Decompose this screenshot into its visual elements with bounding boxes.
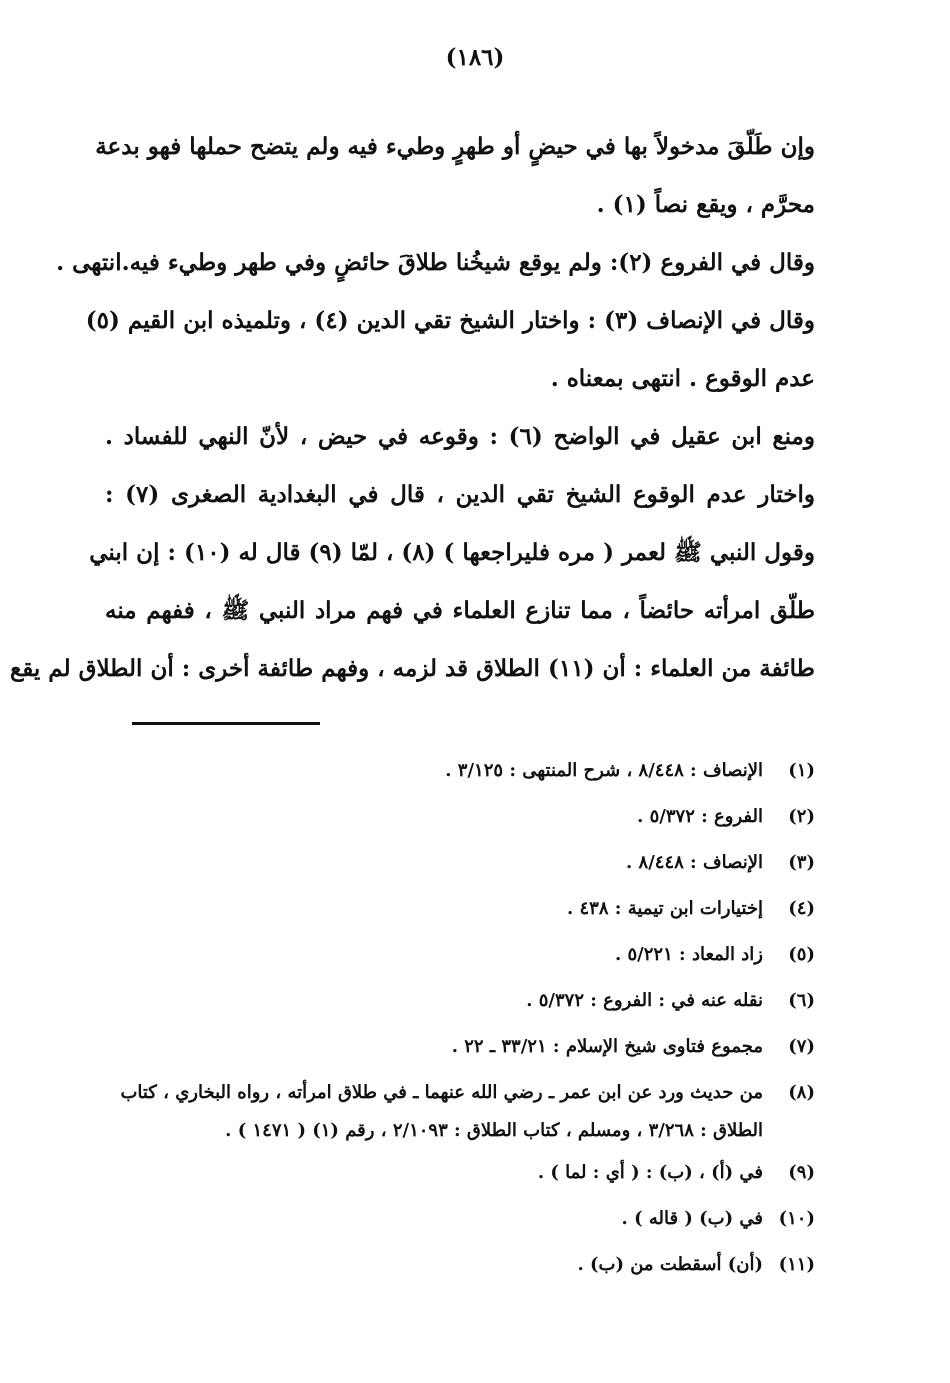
footnote-text: في (أ) ، (ب) : ( أي : لما ) .: [537, 1162, 763, 1183]
footnote-item: [105, 748, 815, 794]
footnote-number: (١١): [778, 1254, 815, 1275]
body-line: طلّق امرأته حائضاً ، مما تنازع العلماء في فهم مراد النبي ﷺ ، ففهم منه: [105, 597, 815, 624]
body-line: عدم الوقوع . انتهى بمعناه .: [550, 365, 815, 392]
footnote-item: [105, 1024, 815, 1070]
body-line: وقال في الفروع (٢): ولم يوقع شيخُنا طلاقَ حائضٍ وفي طهر وطيء فيه.انتهى .: [56, 249, 815, 276]
body-line: محرَّم ، ويقع نصاً (١) .: [596, 191, 815, 218]
footnote-item: [105, 1070, 815, 1150]
footnote-text: (أن) أسقطت من (ب) .: [577, 1254, 763, 1275]
body-line: وقال في الإنصاف (٣) : واختار الشيخ تقي الدين (٤) ، وتلميذه ابن القيم (٥): [85, 307, 815, 334]
footnote-text: مجموع فتاوى شيخ الإسلام : ٣٣/٢١ ـ ٢٢ .: [451, 1036, 763, 1057]
footnote-text: في (ب) ( قاله ) .: [621, 1208, 763, 1229]
body-line: واختار عدم الوقوع الشيخ تقي الدين ، قال في البغدادية الصغرى (٧) :: [105, 481, 815, 508]
footnote-number: (٢): [788, 806, 815, 827]
footnote-item: [105, 978, 815, 1024]
footnote-item: [105, 840, 815, 886]
footnote-number: (٣): [788, 852, 815, 873]
footnote-number: (٧): [788, 1036, 815, 1057]
footnote-text: إختيارات ابن تيمية : ٤٣٨ .: [566, 898, 763, 919]
footnote-text-continued: الطلاق : ٣/٢٦٨ ، ومسلم ، كتاب الطلاق : ٢/١٠٩٣ ، رقم (١) ( ١٤٧١ ) .: [225, 1120, 763, 1141]
footnote-text: الفروع : ٥/٣٧٢ .: [637, 806, 763, 827]
footnote-item: [105, 1196, 815, 1242]
footnote-text: زاد المعاد : ٥/٢٢١ .: [614, 944, 763, 965]
body-line: وقول النبي ﷺ لعمر ( مره فليراجعها ) (٨) ، لمّا (٩) قال له (١٠) : إن ابني: [89, 539, 815, 566]
body-line: وإن طَلّقَ مدخولاً بها في حيضٍ أو طهرٍ وطيء فيه ولم يتضح حملها فهو بدعة: [95, 133, 815, 160]
footnote-item: [105, 932, 815, 978]
footnote-text: من حديث ورد عن ابن عمر ـ رضي الله عنهما ـ في طلاق امرأته ، رواه البخاري ، كتاب: [120, 1082, 763, 1103]
footnote-number: (٨): [788, 1082, 815, 1103]
body-line: ومنع ابن عقيل في الواضح (٦) : وقوعه في حيض ، لأنّ النهي للفساد .: [105, 423, 815, 450]
footnote-text: الإنصاف : ٨/٤٤٨ .: [625, 852, 763, 873]
footnote-number: (١٠): [778, 1208, 815, 1229]
footnote-text-block: [105, 1070, 763, 1150]
footnotes: [105, 748, 815, 1288]
footnote-item: [105, 1242, 815, 1288]
footnote-number: (٦): [788, 990, 815, 1011]
footnote-separator: [132, 722, 320, 725]
footnote-item: [105, 794, 815, 840]
footnote-text: نقله عنه في : الفروع : ٥/٣٧٢ .: [526, 990, 763, 1011]
footnote-item: [105, 886, 815, 932]
footnote-number: (٤): [788, 898, 815, 919]
body-text: [10, 118, 815, 698]
footnote-text: الإنصاف : ٨/٤٤٨ ، شرح المنتهى : ٣/١٢٥ .: [445, 760, 763, 781]
footnote-number: (١): [788, 760, 815, 781]
footnote-number: (٥): [788, 944, 815, 965]
footnote-item: [105, 1150, 815, 1196]
page-number: (١٨٦): [445, 44, 505, 71]
body-line: طائفة من العلماء : أن (١١) الطلاق قد لزمه ، وفهم طائفة أخرى : أن الطلاق لم يقع: [10, 655, 815, 682]
footnote-number: (٩): [788, 1162, 815, 1183]
